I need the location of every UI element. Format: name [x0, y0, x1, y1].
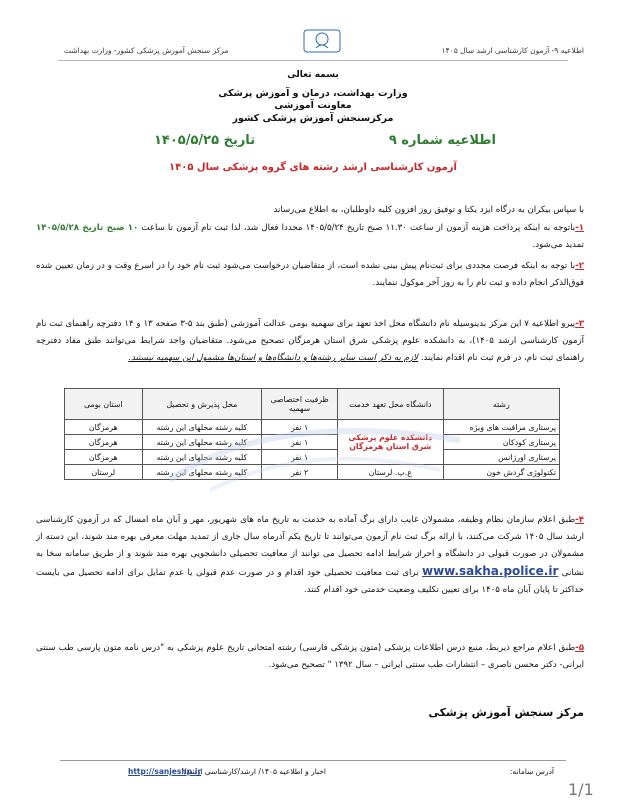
item-5 [36, 640, 584, 674]
footer-site-link[interactable]: http://sanjeshp.ir [128, 767, 202, 776]
header-notice-label: اطلاعیه ۹- آزمون کارشناسی ارشد سال ۱۴۰۵ [441, 46, 584, 55]
header-divider [58, 60, 568, 61]
cell-place: کلیه رشته محلهای این رشته [142, 465, 262, 480]
cell-capacity: ۱ نفر [262, 420, 338, 435]
cell-university-merged: دانشکده علوم پزشکی شرق استان هرمزگان [337, 420, 443, 465]
intro-text: با سپاس بیکران به درگاه ایزد یکتا و توفیق روز افزون کلیه داوطلبان، به اطلاع می‌رساند [273, 205, 584, 215]
ministry-logo-icon [300, 28, 344, 54]
col-province: استان بومی [65, 389, 143, 420]
item-1-hour: ۱۰ [127, 223, 139, 233]
col-place: محل پذیرش و تحصیل [142, 389, 262, 420]
cell-province: لرستان [65, 465, 143, 480]
notice-number: اطلاعیه شماره ۹ [388, 133, 496, 148]
item-5-number: ۵- [575, 643, 584, 653]
item-4-text-b: برای ثبت معافیت تحصیلی خود اقدام و در صورت عدم قبولی یا عدم تمایل برای ادامه تحصیل می بایست حداکثر تا پایان آبان ماه ۱۴۰۵ برای تعیین تکلیف وضعیت خدمتی خود اقدام کنند. [36, 568, 584, 595]
item-4-text-a: طبق اعلام سازمان نظام وظیفه، مشمولان غایب دارای برگ آماده به خدمت به تاریخ ماه های شهریور، مهر و آبان ماه امسال که در آزمون کارشناسی ارشد سال ۱۴۰۵ شرکت می‌کنند، با ارائه برگ ثبت نام آزمون می‌توانند تا تاریخ یکم آذرماه سال جاری از تمدید مهلت معرفی بهره مند شوند، این دسته از مشمولان در صورت قبولی در دانشگاه و احراز شرایط ادامه تحصیل می توانند از معافیت تحصیلی دانشجویی بهره مند شوند و از طریق سامانه سخا به نشانی [36, 515, 585, 578]
item-4-number: ۴- [575, 515, 584, 525]
item-3-text-a: پیرو اطلاعیه ۷ این مرکز بدینوسیله نام دانشگاه محل اخذ تعهد برای سهمیه بومی عدالت آموزشی (طبق بند ۵-۳ صفحه ۱۳ و ۱۴ دفترچه راهنمای ثبت نام آزمون کارشناسی ارشد ۱۴۰۵)، به دانشکده علوم پزشکی شرق استان هرمزگان تصحیح می‌شود. متقاضیان واجد شرایط می‌توانند طبق مفاد دفترچه راهنمای ثبت نام، در فرم ثبت نام اقدام نمایند. [36, 319, 584, 363]
item-2-text: با توجه به اینکه فرصت مجددی برای ثبت‌نام پیش بینی نشده است، از متقاضیان درخواست می‌شود ثبت نام خود را در اسرع وقت و در زمان تعیین شده فوق‌الذکر انجام داده و ثبت نام را به روز آخر موکول ننمایند. [36, 261, 584, 288]
cell-capacity: ۱ نفر [262, 450, 338, 465]
cell-place: کلیه رشته محلهای این رشته [142, 420, 262, 435]
item-2 [36, 258, 584, 292]
notice-date: تاریخ ۱۴۰۵/۵/۲۵ [154, 133, 256, 148]
item-4 [36, 512, 584, 599]
cell-province: هرمزگان [65, 450, 143, 465]
item-1-number: ۱- [575, 223, 585, 233]
item-1-deadline: صبح تاریخ ۱۴۰۵/۵/۲۸ [36, 223, 125, 233]
center-line: مرکزسنجش آموزش پزشکی کشور [232, 113, 394, 124]
cell-university: ع.پ. لرستان [337, 465, 443, 480]
deputy-line: معاونت آموزشی [274, 100, 352, 111]
watermark-icon [150, 400, 480, 500]
basmala: بسمه تعالی [287, 70, 339, 80]
cell-field: پرستاری مراقبت های ویژه [443, 420, 559, 435]
item-1 [36, 220, 584, 254]
cell-field: پرستاری اورژانس [443, 450, 559, 465]
col-university: دانشگاه محل تعهد خدمت [337, 389, 443, 420]
cell-province: هرمزگان [65, 435, 143, 450]
sakha-link[interactable]: www.sakha.police.ir [421, 564, 559, 578]
ministry-line: وزارت بهداشت، درمان و آموزش پزشکی [218, 88, 408, 99]
header-org-label: مرکز سنجش آموزش پزشکی کشور- وزارت بهداشت [64, 46, 229, 55]
item-3-number: ۳- [575, 319, 585, 329]
signature: مرکز سنجش آموزش پزشکی [428, 706, 584, 719]
footer-divider [60, 760, 566, 761]
cell-field: پرستاری کودکان [443, 435, 559, 450]
item-5-text: طبق اعلام مراجع ذیربط، منبع درس اطلاعات پزشکی (متون پزشکی فارسی) رشته امتحانی تاریخ علوم پزشکی به "درس نامه متون پارسی طب سنتی ایرانی- دکتر محسن ناصری – انتشارات طب سنتی ایرانی – سال ۱۳۹۲ " تصحیح می‌شود. [36, 643, 584, 670]
cell-province: هرمزگان [65, 420, 143, 435]
item-3 [36, 316, 584, 367]
page-count: 1/1 [568, 780, 594, 799]
cell-field: تکنولوژی گردش خون [443, 465, 559, 480]
item-1-text-b: تمدید می‌شود. [532, 240, 584, 250]
cell-place: کلیه رشته محلهای این رشته [142, 450, 262, 465]
item-2-number: ۲- [575, 261, 584, 271]
cell-capacity: ۲ نفر [262, 465, 338, 480]
col-field: رشته [443, 389, 559, 420]
cell-place: کلیه رشته محلهای این رشته [142, 435, 262, 450]
item-3-text-b: لازم به ذکر است سایر رشته‌ها و دانشگاه‌ها و استان‌ها مشمول این سهمیه نیستند. [128, 353, 419, 363]
col-capacity: ظرفیت اختصاصی سهمیه [262, 389, 338, 420]
notice-subject: آزمون کارشناسی ارشد رشته های گروه پزشکی سال ۱۴۰۵ [169, 162, 457, 173]
intro-paragraph [36, 202, 584, 219]
cell-capacity: ۱ نفر [262, 435, 338, 450]
footer-path: اخبار و اطلاعیه ۱۴۰۵/ ارشد/کارشناسی ارشد/ [183, 767, 326, 776]
item-1-text-a: باتوجه به اینکه پرداخت هزینه آزمون از ساعت ۱۱.۳۰ صبح تاریخ ۱۴۰۵/۵/۲۴ مجددا فعال شد، لذا ثبت نام آزمون تا ساعت [141, 223, 576, 233]
footer-address-label: آدرس سامانه: [509, 767, 554, 776]
